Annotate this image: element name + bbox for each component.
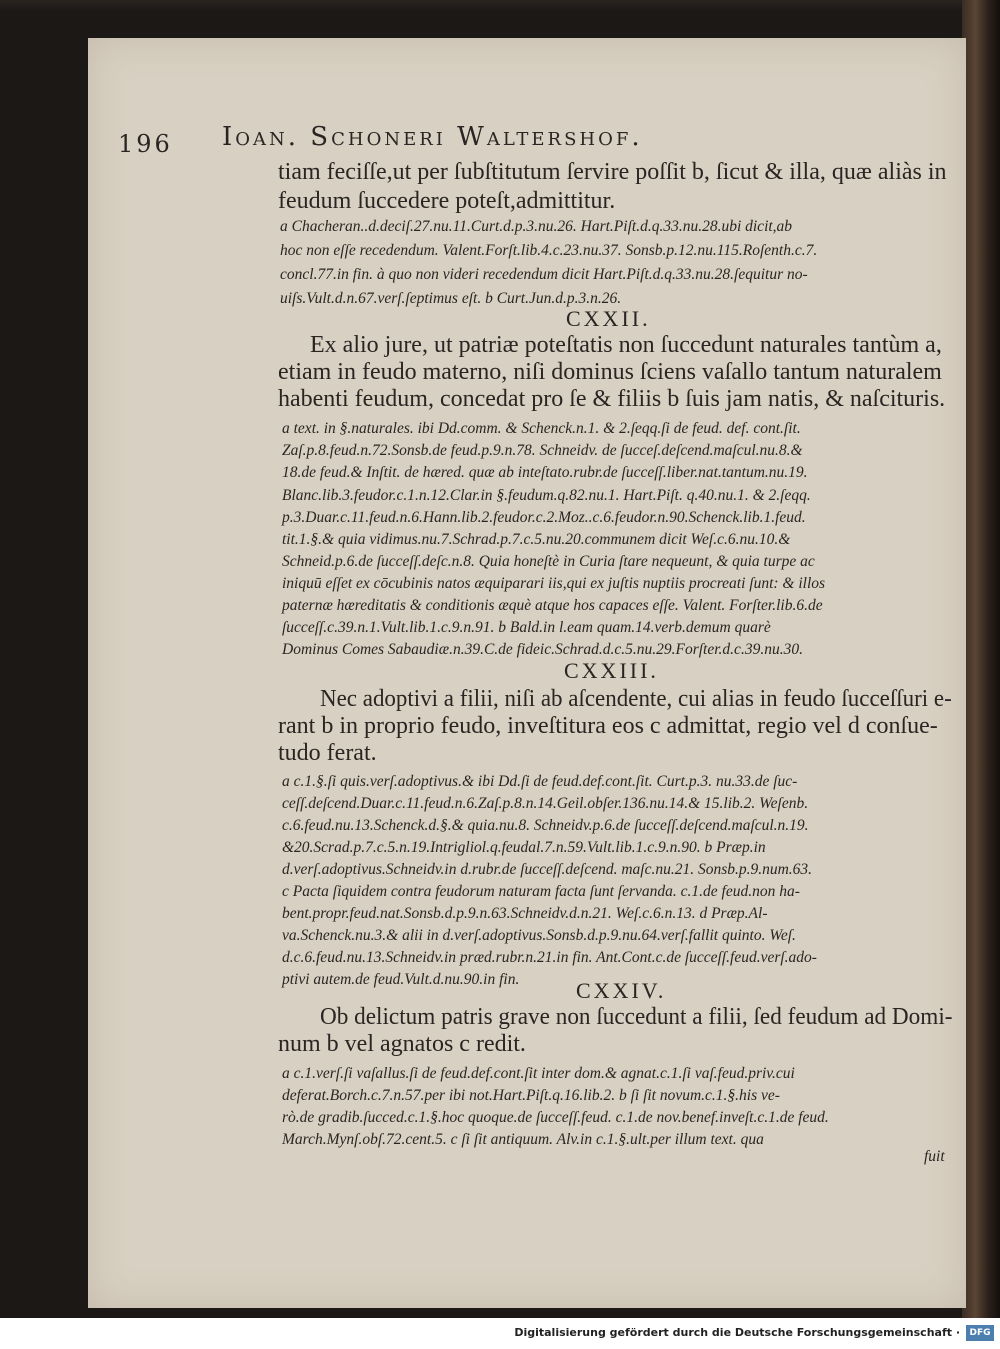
text-line: feudum ſuccedere poteſt,admittitur. (278, 188, 616, 214)
text-line: Ex alio jure, ut patriæ poteſtatis non ſuccedunt naturales tantùm a, (310, 332, 942, 358)
digitization-footer (0, 1318, 1000, 1349)
text-line: num b vel agnatos c redit. (278, 1031, 526, 1057)
footnote-line: 18.de feud.& Inſtit. de hæred. quæ ab inteſtato.rubr.de ſucceſſ.liber.nat.tantum.nu.19. (282, 464, 808, 481)
running-title: Ioan. Schoneri Waltershof. (222, 122, 643, 152)
footnote-line: concl.77.in fin. à quo non videri recedendum dicit Hart.Piſt.d.q.33.nu.28.ſequitur no- (280, 266, 808, 283)
section-heading: CXXII. (566, 306, 651, 331)
page-number: 196 (118, 130, 173, 158)
footnote-line: rò.de gradib.ſucced.c.1.§.hoc quoque.de ſucceſſ.feud. c.1.de nov.benef.inveſt.c.1.de feud. (282, 1109, 829, 1126)
footnote-line: tit.1.§.& quia vidimus.nu.7.Schrad.p.7.c.5.nu.20.communem dicit Weſ.c.6.nu.10.& (282, 531, 791, 548)
footnote-line: Dominus Comes Sabaudiæ.n.39.C.de fideic.Schrad.d.c.5.nu.29.Forſter.d.c.39.nu.30. (282, 641, 803, 658)
text-line: etiam in feudo materno, niſi dominus ſciens vaſallo tantum naturalem (278, 359, 942, 385)
book-spine-edge (962, 0, 1000, 1318)
footnote-line: Zaſ.p.8.feud.n.72.Sonsb.de feud.p.9.n.78. Schneidv. de ſucceſ.deſcend.maſcul.nu.8.& (282, 442, 803, 459)
footnote-line: Schneid.p.6.de ſucceſſ.deſc.n.8. Quia honeſtè in Curia ſtare nequeunt, & quia turpe ac (282, 553, 815, 570)
footnote-line: p.3.Duar.c.11.feud.n.6.Hann.lib.2.feudor.c.2.Moz..c.6.feudor.n.90.Schenck.lib.1.feud. (282, 509, 806, 526)
footnote-line: va.Schenck.nu.3.& alii in d.verſ.adoptivus.Sonsb.d.p.9.nu.64.verſ.fallit quinto. Weſ. (282, 927, 796, 944)
book-top-edge (0, 0, 1000, 12)
footnote-line: hoc non eſſe recedendum. Valent.Forſt.lib.4.c.23.nu.37. Sonsb.p.12.nu.115.Roſenth.c.7. (280, 242, 818, 259)
footnote-line: c Pacta ſiquidem contra feudorum naturam facta ſunt ſervanda. c.1.de feud.non ha- (282, 883, 800, 900)
section-heading: CXXIII. (564, 658, 659, 683)
footnote-line: March.Mynſ.obſ.72.cent.5. c ſi ſit antiquum. Alv.in c.1.§.ult.per illum text. qua (282, 1131, 764, 1148)
footnote-line: paternæ hæreditatis & conditionis æquè atque hos capaces eſſe. Valent. Forſter.lib.6.de (282, 597, 823, 614)
footnote-line: iniquū eſſet ex cōcubinis natos æquiparari iis,qui ex juſtis nuptiis procreati ſunt: & illos (282, 575, 826, 592)
footnote-line: a text. in §.naturales. ibi Dd.comm. & Schenck.n.1. & 2.ſeqq.ſi de feud. def. cont.ſit. (282, 420, 801, 437)
catchword: fuit (924, 1148, 945, 1165)
footnote-line: ceſſ.deſcend.Duar.c.11.feud.n.6.Zaſ.p.8.n.14.Geil.obſer.136.nu.14.& 15.lib.2. Weſenb. (282, 795, 809, 812)
section-heading: CXXIV. (576, 978, 667, 1003)
footnote-line: bent.propr.feud.nat.Sonsb.d.p.9.n.63.Schneidv.d.n.21. Weſ.c.6.n.13. d Præp.Al- (282, 905, 768, 922)
footnote-line: d.c.6.feud.nu.13.Schneidv.in præd.rubr.n.21.in fin. Ant.Cont.c.de ſucceſſ.feud.verſ.ado- (282, 949, 817, 966)
footnote-line: ptivi autem.de feud.Vult.d.nu.90.in fin. (282, 971, 520, 988)
book-page (88, 38, 966, 1308)
footnote-line: a c.1.verſ.ſi vaſallus.ſi de feud.def.cont.ſit inter dom.& agnat.c.1.ſi vaſ.feud.priv.cui (282, 1065, 795, 1082)
footnote-line: d.verſ.adoptivus.Schneidv.in d.rubr.de ſucceſſ.deſcend. maſc.nu.21. Sonsb.p.9.num.63. (282, 861, 813, 878)
text-line: Ob delictum patris grave non ſuccedunt a filii, ſed feudum ad Domi- (320, 1004, 953, 1030)
footnote-line: Blanc.lib.3.feudor.c.1.n.12.Clar.in §.feudum.q.82.nu.1. Hart.Piſt. q.40.nu.1. & 2.ſeqq. (282, 487, 811, 504)
footnote-line: c.6.feud.nu.13.Schenck.d.§.& quia.nu.8. Schneidv.p.6.de ſucceſſ.deſcend.maſcul.n.19. (282, 817, 809, 834)
text-line: habenti feudum, concedat pro ſe & filiis b ſuis jam natis, & naſcituris. (278, 386, 946, 412)
text-line: tiam feciſſe,ut per ſubſtitutum ſervire poſſit b, ſicut & illa, quæ aliàs in (278, 159, 947, 185)
footnote-line: uiſs.Vult.d.n.67.verſ.ſeptimus eſt. b Curt.Jun.d.p.3.n.26. (280, 290, 622, 307)
text-line: Nec adoptivi a filii, niſi ab aſcendente, cui alias in feudo ſucceſſuri e- (320, 686, 952, 712)
footnote-line: a Chacheran..d.deciſ.27.nu.11.Curt.d.p.3.nu.26. Hart.Piſt.d.q.33.nu.28.ubi dicit,ab (280, 218, 793, 235)
footnote-line: deferat.Borch.c.7.n.57.per ibi not.Hart.Piſt.q.16.lib.2. b ſi ſit novum.c.1.§.his ve- (282, 1087, 780, 1104)
funding-credit: Digitalisierung gefördert durch die Deutsche Forschungsgemeinschaft · (514, 1326, 960, 1339)
footnote-line: &20.Scrad.p.7.c.5.n.19.Intrigliol.q.feudal.7.n.59.Vult.lib.1.c.9.n.90. b Præp.in (282, 839, 766, 856)
text-line: rant b in proprio feudo, inveſtitura eos c admittat, regio vel d conſue- (278, 713, 938, 739)
dfg-logo: DFG (966, 1325, 994, 1341)
footnote-line: a c.1.§.ſi quis.verſ.adoptivus.& ibi Dd.ſi de feud.def.cont.ſit. Curt.p.3. nu.33.de ſuc- (282, 773, 798, 790)
footnote-line: ſucceſſ.c.39.n.1.Vult.lib.1.c.9.n.91. b Bald.in l.eam quam.14.verb.demum quarè (282, 619, 771, 636)
text-line: tudo ferat. (278, 740, 377, 766)
